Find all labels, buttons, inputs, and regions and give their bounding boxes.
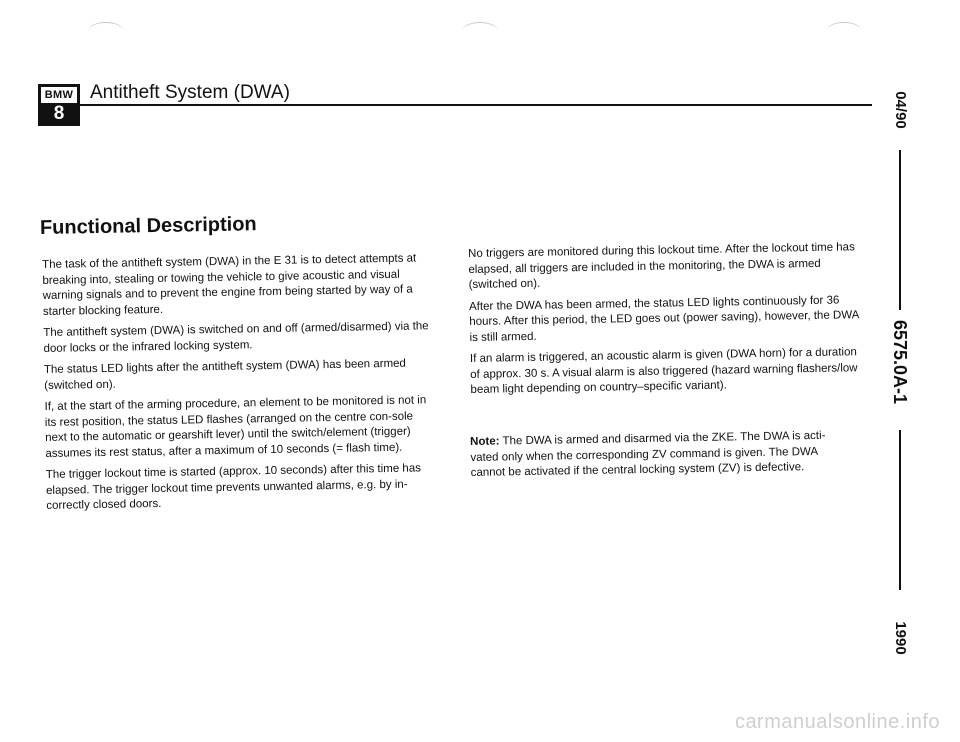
corner-mark-right (826, 22, 862, 41)
corner-mark-left (88, 22, 124, 41)
corner-mark-center (462, 22, 498, 41)
paragraph: If an alarm is triggered, an acoustic alarm is given (DWA horn) for a duration of approx. 30 s. A visual alarm is also triggered (hazard warning flashers/low beam light depending on country–specific variant). (469, 346, 858, 396)
side-divider-1 (899, 150, 901, 310)
logo-brand: BMW (41, 87, 77, 103)
note-text: The DWA is armed and disarmed via the ZKE. The DWA is acti-vated only when the corresponding ZV command is given. The DWA cannot be activated if the central locking system (ZV) is defective. (470, 429, 826, 479)
page-header-title: Antitheft System (DWA) (90, 82, 290, 103)
left-column (42, 251, 439, 520)
side-year: 1990 (892, 621, 909, 655)
side-divider-2 (899, 430, 901, 590)
paragraph: The status LED lights after the antitheft system (DWA) has been armed (switched on). (43, 357, 406, 392)
paragraph: The task of the antitheft system (DWA) in the E 31 is to detect attempts at breaking into, stealing or towing the vehicle to give acoustic and visual warning signals and to prevent the engine from being started by way of a starter blocking feature. (42, 252, 417, 318)
bmw-logo-icon (38, 84, 80, 126)
paragraph: If, at the start of the arming procedure, an element to be monitored is not in its rest position, the status LED flashes (arranged on the centre con-sole next to the automatic or gearshift lever) until the switch/element (trigger) assumes its rest status, after a maximum of 10 seconds (= flash time). (44, 394, 427, 460)
watermark: carmanualsonline.info (734, 711, 940, 733)
paragraph: The trigger lockout time is started (approx. 10 seconds) after this time has elapsed. The trigger lockout time prevents unwanted alarms, e.g. by in-correctly closed doors. (45, 462, 422, 512)
header-divider (80, 104, 872, 106)
side-document-code: 6575.0A-1 (890, 319, 910, 405)
section-title: Functional Description (39, 213, 257, 239)
right-column (468, 240, 861, 404)
paragraph: No triggers are monitored during this lockout time. After the lockout time has elapsed, all triggers are included in the monitoring, the DWA is armed (switched on). (468, 241, 855, 291)
paragraph: After the DWA has been armed, the status LED lights continuously for 36 hours. After this period, the LED goes out (power saving), however, the DWA is still armed. (468, 294, 859, 344)
side-date: 04/90 (892, 91, 909, 129)
paragraph: The antitheft system (DWA) is switched on and off (armed/disarmed) via the door locks or the infrared locking system. (43, 320, 429, 355)
logo-series-number: 8 (53, 103, 65, 124)
note-block (470, 429, 841, 482)
note-label: Note: (470, 435, 500, 448)
